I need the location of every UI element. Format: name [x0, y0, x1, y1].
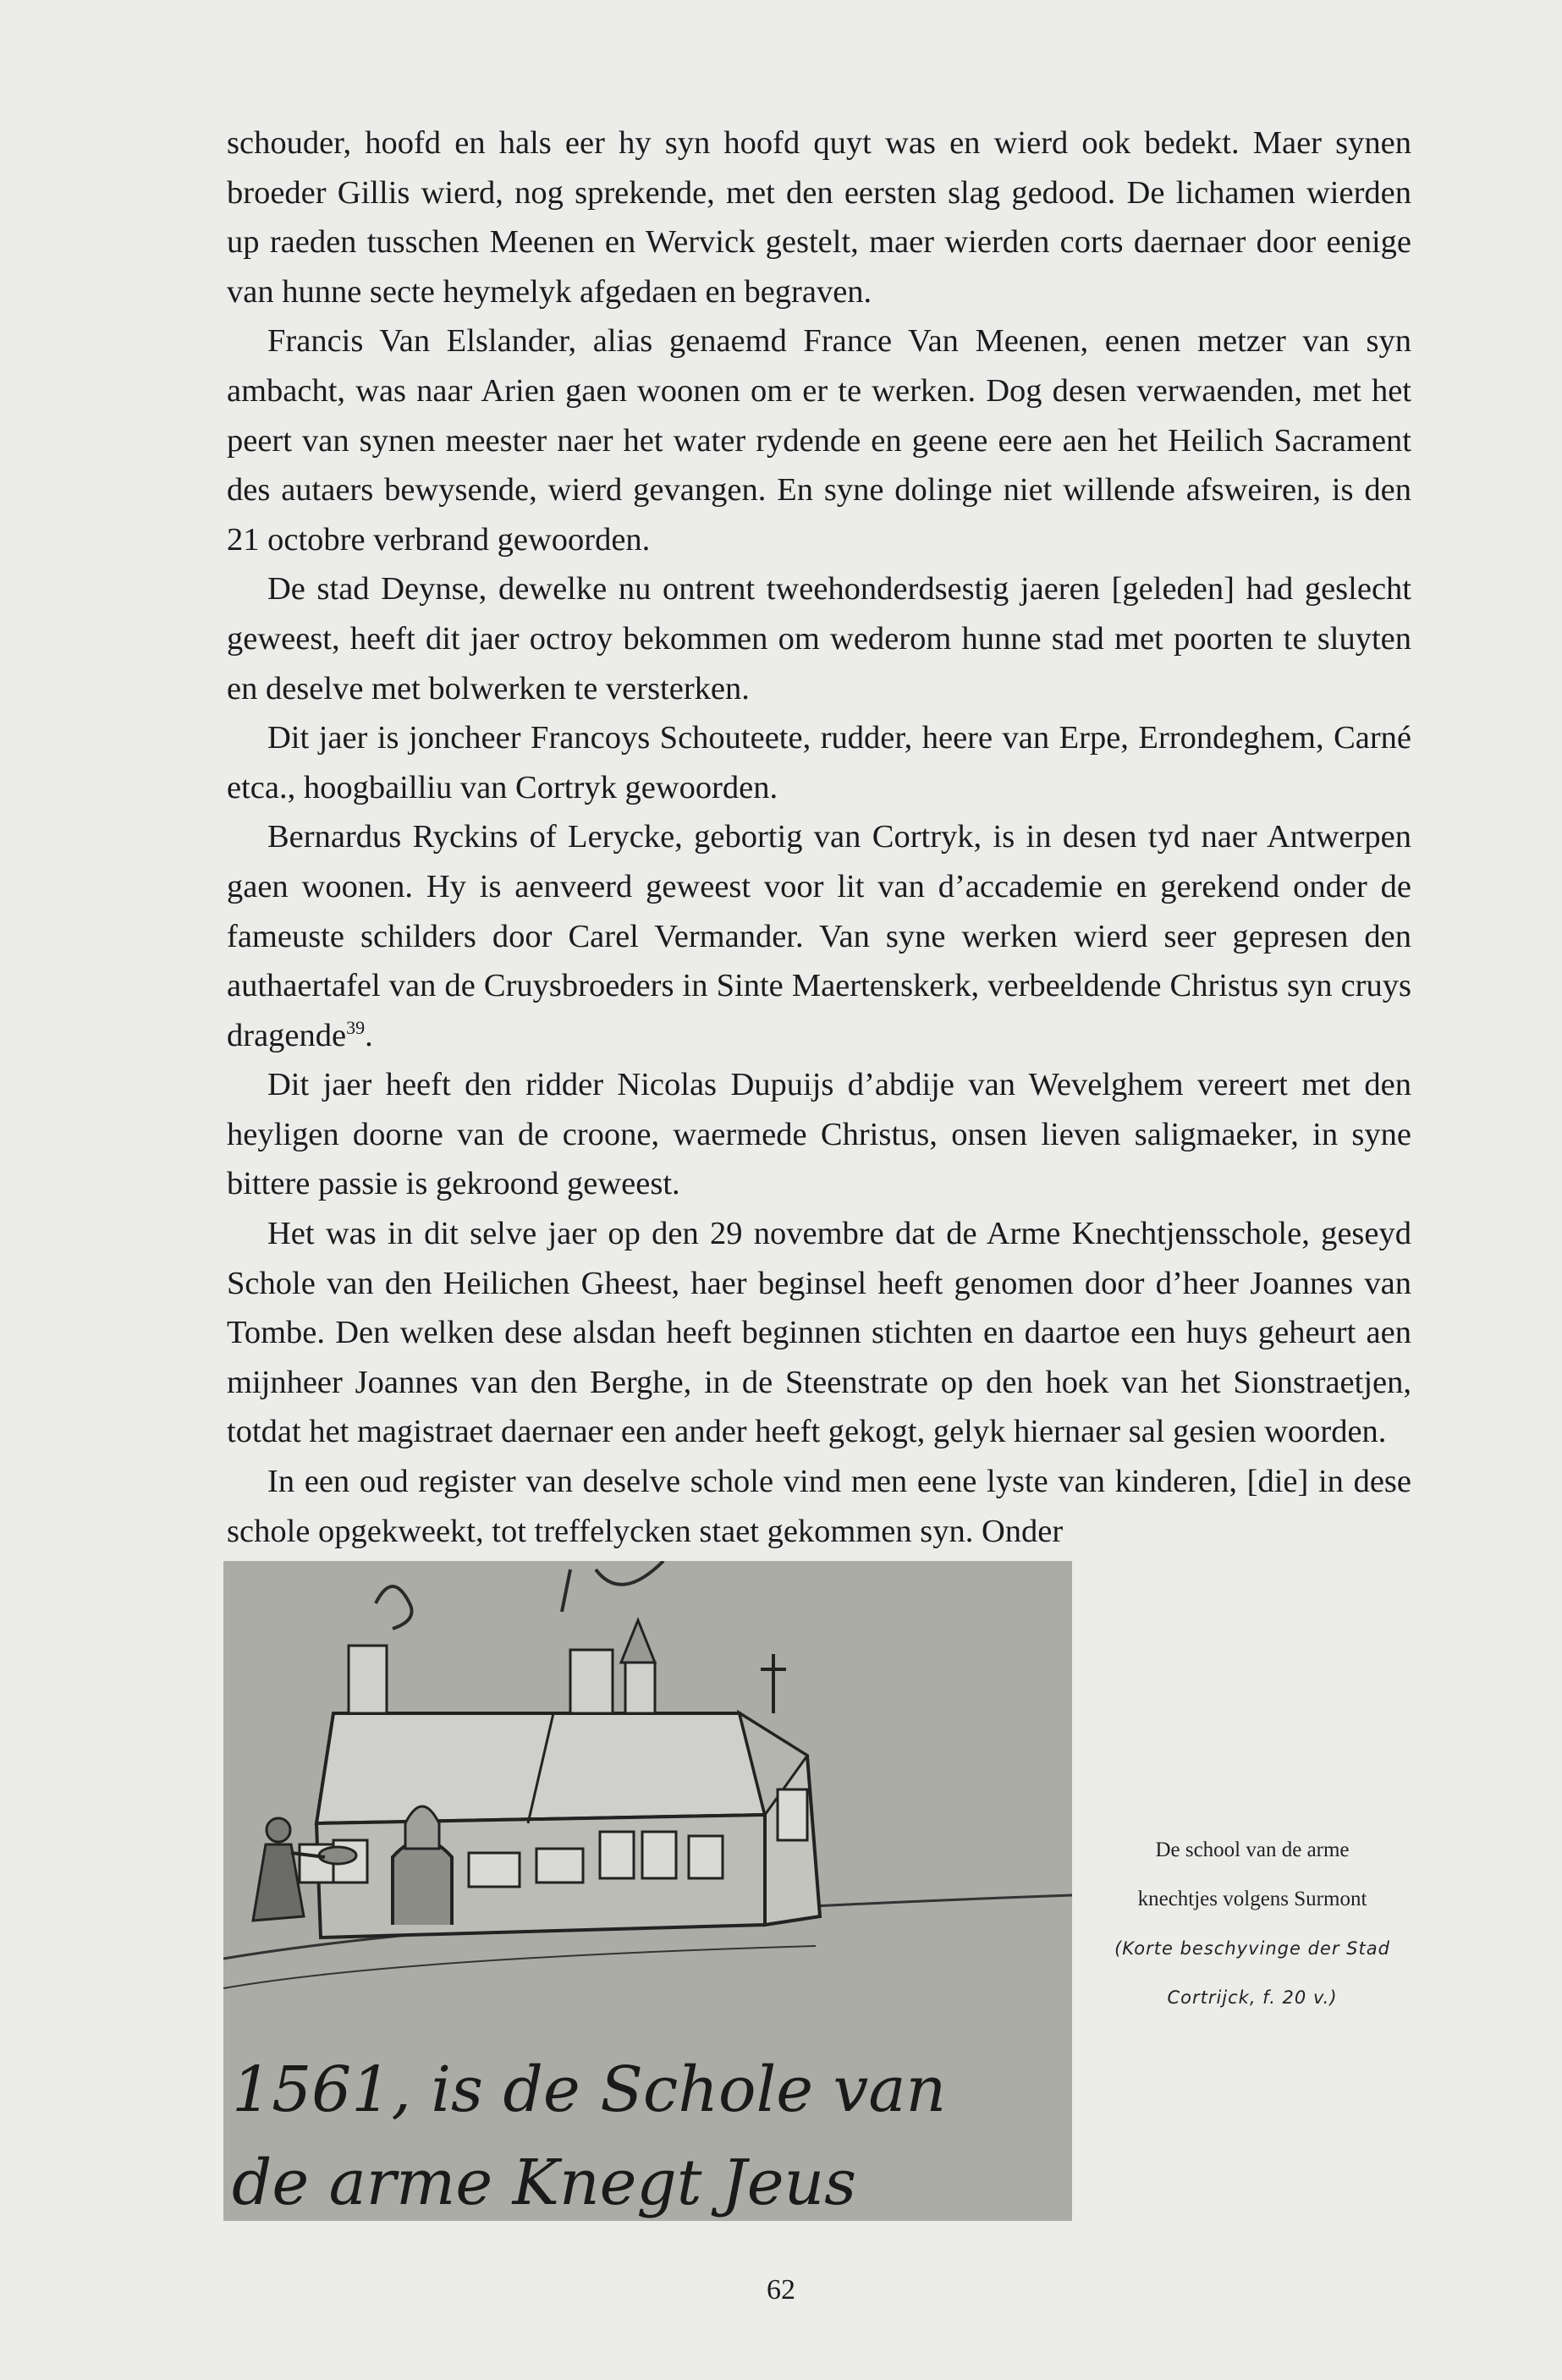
caption-line-1: De school van de arme: [1155, 1839, 1350, 1861]
body-text: [227, 118, 1411, 1556]
caption-line-3: (Korte beschyvinge der Stad: [1114, 1938, 1390, 1959]
paragraph-2: Francis Van Elslander, alias genaemd France Van Meenen, eenen metzer van syn ambacht, was naar Arien gaen woonen om er te werken. Dog desen verwaenden, met het peert van synen meester naer het water rydende en geene eere aen het Heilich Sacrament des autaers bewysende, wierd gevangen. En syne dolinge niet willende afsweiren, is den 21 octobre verbrand gewoorden.: [227, 323, 1411, 558]
figure-caption: [1092, 1826, 1413, 2022]
paragraph-5-text: Bernardus Ryckins of Lerycke, gebortig van Cortryk, is in desen tyd naer Antwerpen gaen woonen. Hy is aenveerd geweest voor lit van d’accademie en gerekend onder de fameuste schilders door Carel Vermander. Van syne werken wierd seer gepresen den authaertafel van de Cruysbroeders in Sinte Maertenskerk, verbeeldende Christus syn cruys dragende: [227, 819, 1411, 1053]
paragraph-8: In een oud register van deselve schole vind men eene lyste van kinderen, [die] in dese schole opgekweekt, tot treffelycken staet gekommen syn. Onder: [227, 1464, 1411, 1549]
paragraph-6: Dit jaer heeft den ridder Nicolas Dupuijs d’abdije van Wevelghem vereert met den heyligen doorne van de croone, waermede Christus, onsen lieven saligmaeker, in syne bittere passie is gekroond geweest.: [227, 1067, 1411, 1202]
caption-line-4: Cortrijck, f. 20 v.): [1167, 1987, 1338, 2008]
paragraph-4: Dit jaer is joncheer Francoys Schouteete, rudder, heere van Erpe, Errondeghem, Carné etca., hoogbailliu van Cortryk gewoorden.: [227, 720, 1411, 805]
paragraph-1: schouder, hoofd en hals eer hy syn hoofd quyt was en wierd ook bedekt. Maer synen broeder Gillis wierd, nog sprekende, met den eersten slag gedood. De lichamen wierden up raeden tusschen Meenen en Wervick gestelt, maer wierden corts daernaer door eenige van hunne secte heymelyk afgedaen en begraven.: [227, 125, 1411, 310]
paragraph-7: Het was in dit selve jaer op den 29 novembre dat de Arme Knechtjensschole, geseyd Schole van den Heilichen Gheest, haer beginsel heeft genomen door d’heer Joannes van Tombe. Den welken dese alsdan heeft beginnen stichten en daartoe een huys geheurt aen mijnheer Joannes van den Berghe, in de Steenstrate op den hoek van het Sionstraetjen, totdat het magistraet daernaer een ander heeft gekogt, gelyk hiernaer sal gesien woorden.: [227, 1216, 1411, 1450]
paragraph-3: De stad Deynse, dewelke nu ontrent tweehonderdsestig jaeren [geleden] had geslecht geweest, heeft dit jaer octroy bekommen om wederom hunne stad met poorten te sluyten en deselve met bolwerken te versterken.: [227, 571, 1411, 706]
footnote-period: .: [365, 1017, 373, 1053]
school-drawing: [223, 1561, 1072, 2221]
school-illustration: [223, 1561, 1072, 2221]
footnote-ref: 39: [346, 1016, 366, 1038]
caption-line-2: knechtjes volgens Surmont: [1137, 1888, 1367, 1910]
paragraph-5: [227, 812, 1411, 1060]
inscription-line-2: de arme Knegt Jeus: [232, 2146, 857, 2219]
inscription-line-1: 1561, is de Schole van: [232, 2053, 947, 2126]
page-number: 62: [767, 2274, 795, 2306]
